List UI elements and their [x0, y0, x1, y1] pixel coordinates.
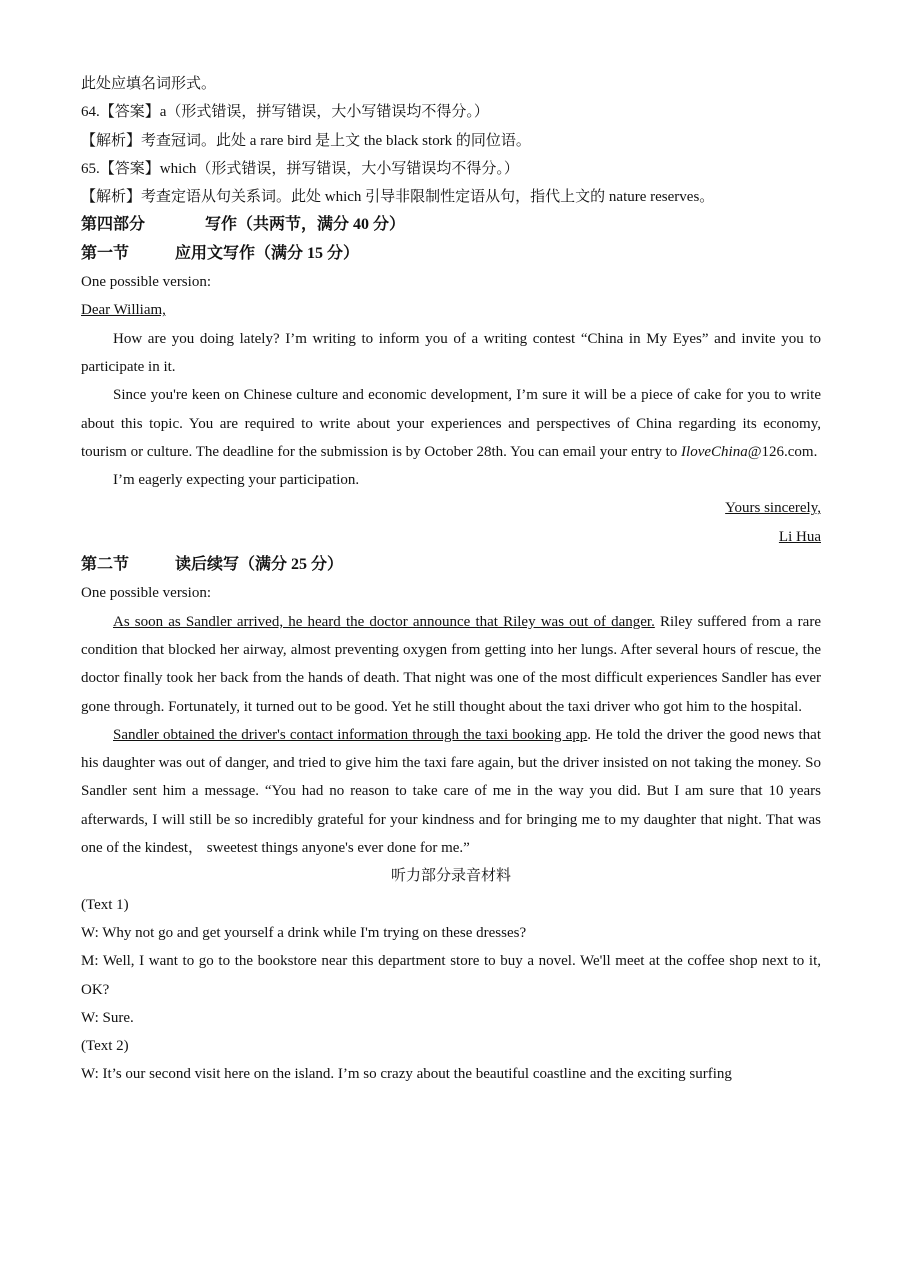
q65-analysis: 【解析】考查定语从句关系词。此处 which 引导非限制性定语从句，指代上文的 nature reserves。 — [81, 189, 715, 206]
continuation-paragraph-2-text: . He told the driver the good news that his daughter was out of danger, and tried to give him the taxi fare again, but the driver insisted on not taking the money. So Sandler sent him a message. “You had no reason to take care of me in the way you did. But I am sure that 10 years afterwards, I will still be so incredibly grateful for your kindness and for bringing me to my daughter that night. That was one of the kindest， sweetest things anyone's ever done for me.” — [81, 726, 821, 857]
text1-line-m1: M: Well, I want to go to the bookstore near this department store to buy a novel. We'll meet at the coffee shop next to it, OK? — [81, 953, 821, 998]
letter-paragraph-2-text: Since you're keen on Chinese culture and economic development, I’m sure it will be a piece of cake for you to write about this topic. You are required to write about your experiences and perspectives of China regarding its economy, tourism or culture. The deadline for the submission is by October 28th. You can email your entry to — [81, 387, 821, 460]
continuation-paragraph-2 — [81, 721, 821, 862]
text1-line-w2: W: Sure. — [81, 1009, 134, 1026]
listening-title: 听力部分录音材料 — [390, 868, 511, 885]
letter-signature: Li Hua — [778, 528, 821, 545]
text1-label: (Text 1) — [81, 896, 129, 913]
section2-intro: One possible version: — [81, 585, 211, 602]
section2-heading — [81, 551, 821, 579]
section1-label: 第一节 — [81, 244, 130, 262]
letter-salutation: Dear William, — [81, 302, 166, 319]
q64-answer: 64.【答案】a（形式错误，拼写错误，大小写错误均不得分。） — [81, 104, 489, 121]
q65-answer: 65.【答案】which（形式错误，拼写错误，大小写错误均不得分。） — [81, 160, 519, 177]
section2-label: 第二节 — [81, 556, 130, 574]
letter-paragraph-1: How are you doing lately? I’m writing to inform you of a writing contest “China in My Eyes” and invite you to participate in it. — [81, 330, 821, 375]
part4-label: 第四部分 — [81, 216, 146, 234]
letter-paragraph-3: I’m eagerly expecting your participation. — [113, 472, 360, 489]
continuation-paragraph-1-text: Riley suffered from a rare condition that blocked her airway, almost preventing oxygen from getting into her lungs. After several hours of rescue, the doctor finally took her back from the hands of death. That night was one of the most difficult experiences Sandler has ever gone through. Fortunately, it turned out to be good. Yet he still thought about the taxi driver who got him to the hospital. — [81, 613, 821, 715]
section1-intro: One possible version: — [81, 274, 211, 291]
email-domain: @126.com. — [747, 443, 818, 460]
email-local-part: IloveChina — [681, 443, 748, 460]
text1-line-w1: W: Why not go and get yourself a drink while I'm trying on these dresses? — [81, 924, 527, 941]
part4-title: 写作（共两节，满分 40 分） — [205, 216, 406, 234]
text2-label: (Text 2) — [81, 1038, 129, 1055]
section1-heading — [81, 240, 821, 268]
section2-title: 读后续写（满分 25 分） — [175, 556, 344, 574]
letter-paragraph-2 — [81, 381, 821, 466]
document-content — [81, 70, 821, 1089]
q64-analysis: 【解析】考查冠词。此处 a rare bird 是上文 the black stork 的同位语。 — [81, 132, 531, 149]
continuation-paragraph-1 — [81, 608, 821, 721]
part4-heading — [81, 211, 821, 239]
answer-note: 此处应填名词形式。 — [81, 76, 217, 92]
given-opening-sentence-2: Sandler obtained the driver's contact information through the taxi booking app — [113, 726, 588, 743]
text2-line-w1: W: It’s our second visit here on the island. I’m so crazy about the beautiful coastline and the exciting surfing — [81, 1066, 732, 1083]
section1-title: 应用文写作（满分 15 分） — [175, 244, 360, 262]
given-opening-sentence-1: As soon as Sandler arrived, he heard the doctor announce that Riley was out of danger. — [113, 613, 655, 630]
letter-closing: Yours sincerely, — [725, 500, 821, 517]
